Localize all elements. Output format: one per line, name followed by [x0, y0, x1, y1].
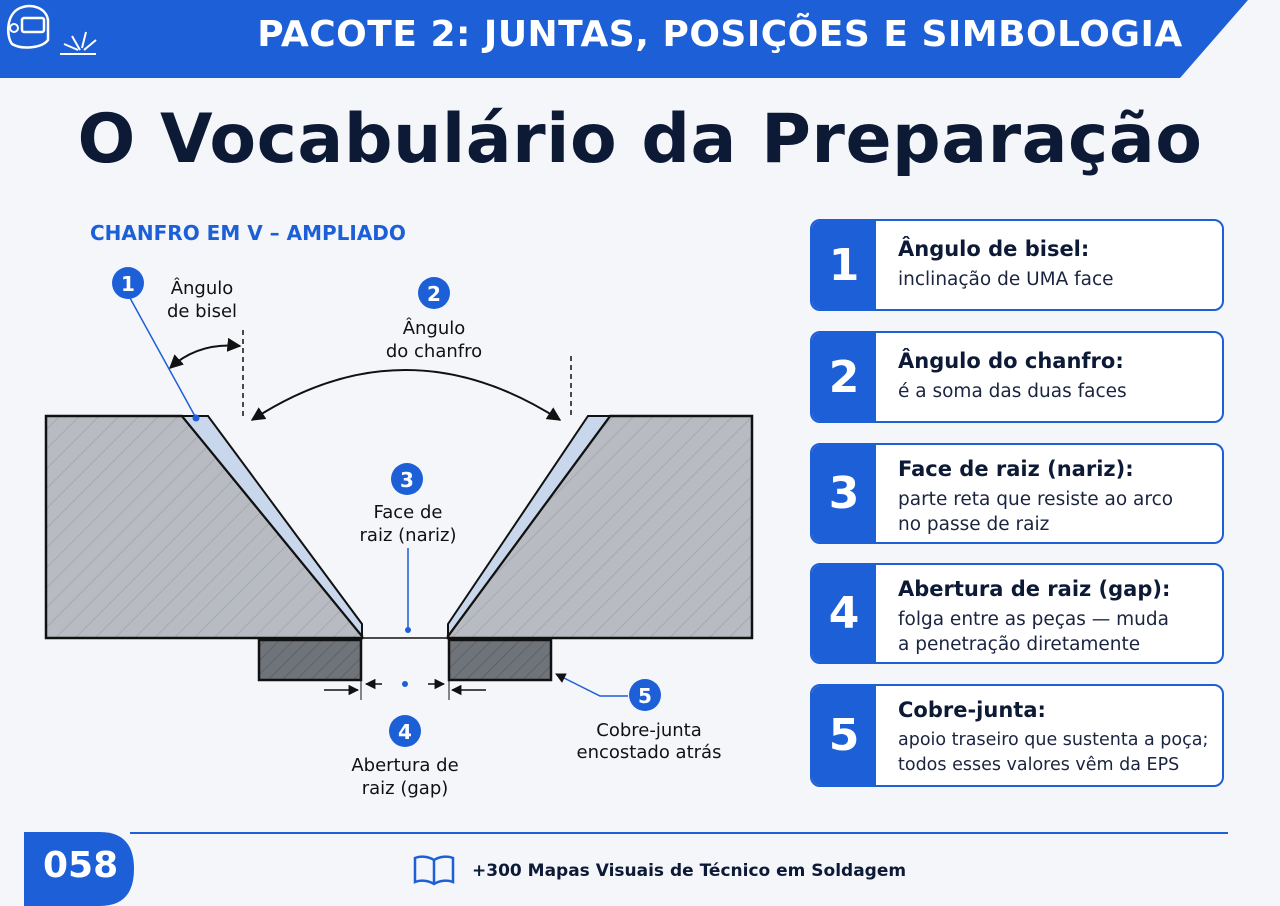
card-description: folga entre as peças — muda a penetração diretamente	[898, 609, 1169, 655]
card-number: 2	[812, 333, 876, 421]
page-title: O Vocabulário da Preparação	[77, 100, 1203, 179]
page-number: 058	[43, 845, 119, 886]
definition-card-2	[810, 331, 1224, 423]
definition-card-3	[810, 443, 1224, 544]
svg-text:de bisel: de bisel	[166, 301, 238, 322]
svg-text:Ângulo: Ângulo	[170, 278, 234, 299]
backing-bar-left	[259, 640, 361, 680]
card-title: Abertura de raiz (gap):	[898, 577, 1171, 601]
callout-5	[577, 679, 722, 763]
svg-text:Ângulo: Ângulo	[402, 318, 466, 339]
card-description: inclinação de UMA face	[898, 269, 1114, 290]
svg-text:encostado atrás: encostado atrás	[576, 742, 722, 763]
svg-text:Face de: Face de	[373, 502, 443, 523]
card-description: parte reta que resiste ao arco no passe de raiz	[898, 489, 1174, 535]
footer-divider	[130, 832, 1228, 834]
card-number: 1	[812, 221, 876, 309]
left-plate	[46, 416, 362, 638]
svg-text:Cobre-junta: Cobre-junta	[596, 720, 702, 741]
card-number: 3	[812, 445, 876, 542]
card-title: Ângulo do chanfro:	[898, 349, 1124, 373]
callout-2	[386, 277, 482, 362]
callout-3	[360, 463, 457, 546]
backing-bar-right	[449, 640, 551, 680]
welding-helmet-icon	[0, 0, 100, 60]
definition-card-4	[810, 563, 1224, 664]
right-plate	[448, 416, 752, 638]
v-groove-diagram	[0, 200, 790, 820]
book-icon	[412, 852, 456, 888]
svg-text:2: 2	[427, 282, 441, 306]
svg-text:4: 4	[398, 720, 412, 744]
definition-card-5	[810, 684, 1224, 787]
card-title: Ângulo de bisel:	[898, 237, 1090, 261]
footer-text: +300 Mapas Visuais de Técnico em Soldagem	[472, 861, 907, 881]
svg-text:raiz (nariz): raiz (nariz)	[359, 525, 457, 546]
definition-card-1	[810, 219, 1224, 311]
diagram-caption: CHANFRO EM V – AMPLIADO	[90, 221, 406, 245]
svg-text:3: 3	[400, 468, 414, 492]
svg-text:1: 1	[121, 272, 135, 296]
callout-1	[112, 267, 237, 322]
callout-4	[351, 715, 458, 799]
card-title: Face de raiz (nariz):	[898, 457, 1134, 481]
header-banner	[0, 0, 1280, 78]
card-description: apoio traseiro que sustenta a poça; todos esses valores vêm da EPS	[898, 730, 1209, 775]
header-title: PACOTE 2: JUNTAS, POSIÇÕES E SIMBOLOGIA	[257, 14, 1183, 55]
card-description: é a soma das duas faces	[898, 381, 1127, 402]
svg-text:do chanfro: do chanfro	[385, 341, 483, 362]
svg-text:5: 5	[638, 684, 652, 708]
card-title: Cobre-junta:	[898, 698, 1046, 722]
svg-text:raiz (gap): raiz (gap)	[361, 778, 449, 799]
card-number: 5	[812, 686, 876, 785]
svg-text:Abertura de: Abertura de	[351, 755, 459, 776]
card-number: 4	[812, 565, 876, 662]
